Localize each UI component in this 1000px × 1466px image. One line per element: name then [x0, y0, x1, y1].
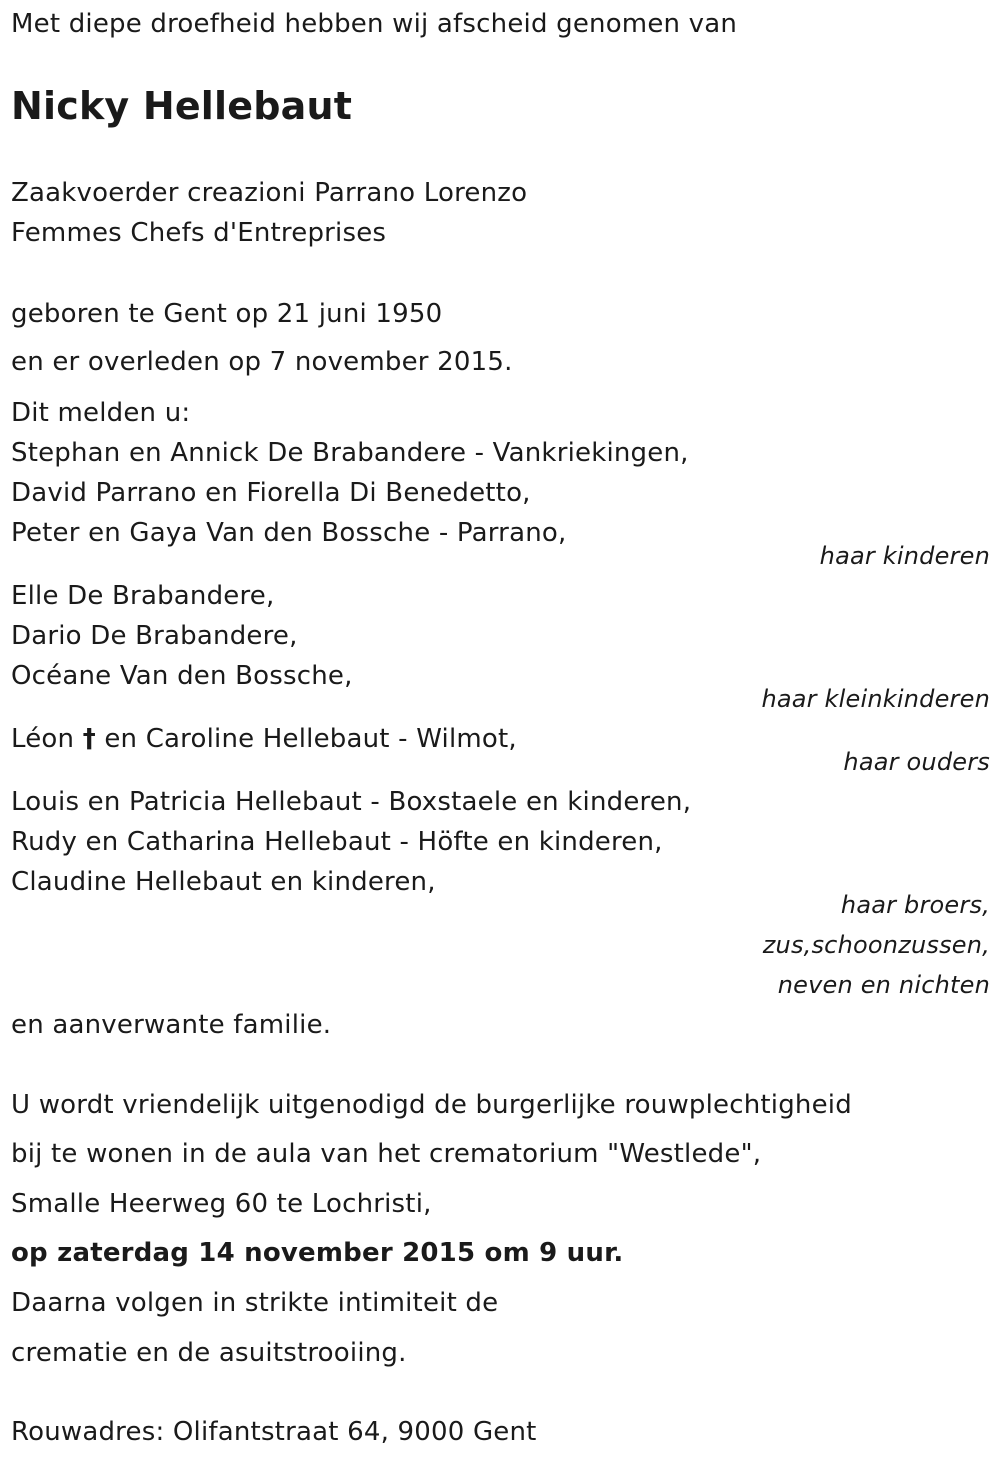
children-label: haar kinderen	[819, 542, 990, 570]
mourning-address: Rouwadres: Olifantstraat 64, 9000 Gent	[11, 1417, 537, 1447]
child-line: Peter en Gaya Van den Bossche - Parrano,	[11, 518, 567, 548]
child-line: Stephan en Annick De Brabandere - Vankriekingen,	[11, 438, 689, 468]
siblings-label: neven en nichten	[777, 971, 990, 999]
family-text: en aanverwante familie.	[11, 1010, 332, 1040]
invitation-line: U wordt vriendelijk uitgenodigd de burgerlijke rouwplechtigheid	[11, 1090, 852, 1120]
grandchildren-label: haar kleinkinderen	[761, 685, 990, 713]
parent-father-name: Léon	[11, 724, 75, 754]
invitation-line: bij te wonen in de aula van het crematorium "Westlede",	[11, 1139, 762, 1169]
role-line: Femmes Chefs d'Entreprises	[11, 218, 387, 248]
after-line: crematie en de asuitstrooiing.	[11, 1338, 407, 1368]
parents-line	[11, 723, 517, 755]
sibling-line: Claudine Hellebaut en kinderen,	[11, 867, 436, 897]
siblings-label: haar broers,	[840, 891, 990, 919]
child-line: David Parrano en Fiorella Di Benedetto,	[11, 478, 531, 508]
intro-text: Met diepe droefheid hebben wij afscheid genomen van	[11, 9, 738, 39]
parents-label: haar ouders	[843, 748, 990, 776]
death-text: en er overleden op 7 november 2015.	[11, 347, 513, 377]
parent-rest: en Caroline Hellebaut - Wilmot,	[104, 724, 517, 754]
birth-text: geboren te Gent op 21 juni 1950	[11, 299, 443, 329]
sibling-line: Louis en Patricia Hellebaut - Boxstaele en kinderen,	[11, 787, 692, 817]
ceremony-date: op zaterdag 14 november 2015 om 9 uur.	[11, 1238, 624, 1268]
grandchild-line: Océane Van den Bossche,	[11, 661, 353, 691]
siblings-label: zus,schoonzussen,	[762, 931, 990, 959]
role-line: Zaakvoerder creazioni Parrano Lorenzo	[11, 178, 528, 208]
cross-icon: †	[82, 724, 96, 754]
invitation-line: Smalle Heerweg 60 te Lochristi,	[11, 1189, 432, 1219]
deceased-name: Nicky Hellebaut	[11, 84, 353, 128]
announce-text: Dit melden u:	[11, 398, 191, 428]
after-line: Daarna volgen in strikte intimiteit de	[11, 1288, 499, 1318]
grandchild-line: Elle De Brabandere,	[11, 581, 275, 611]
grandchild-line: Dario De Brabandere,	[11, 621, 298, 651]
sibling-line: Rudy en Catharina Hellebaut - Höfte en kinderen,	[11, 827, 663, 857]
